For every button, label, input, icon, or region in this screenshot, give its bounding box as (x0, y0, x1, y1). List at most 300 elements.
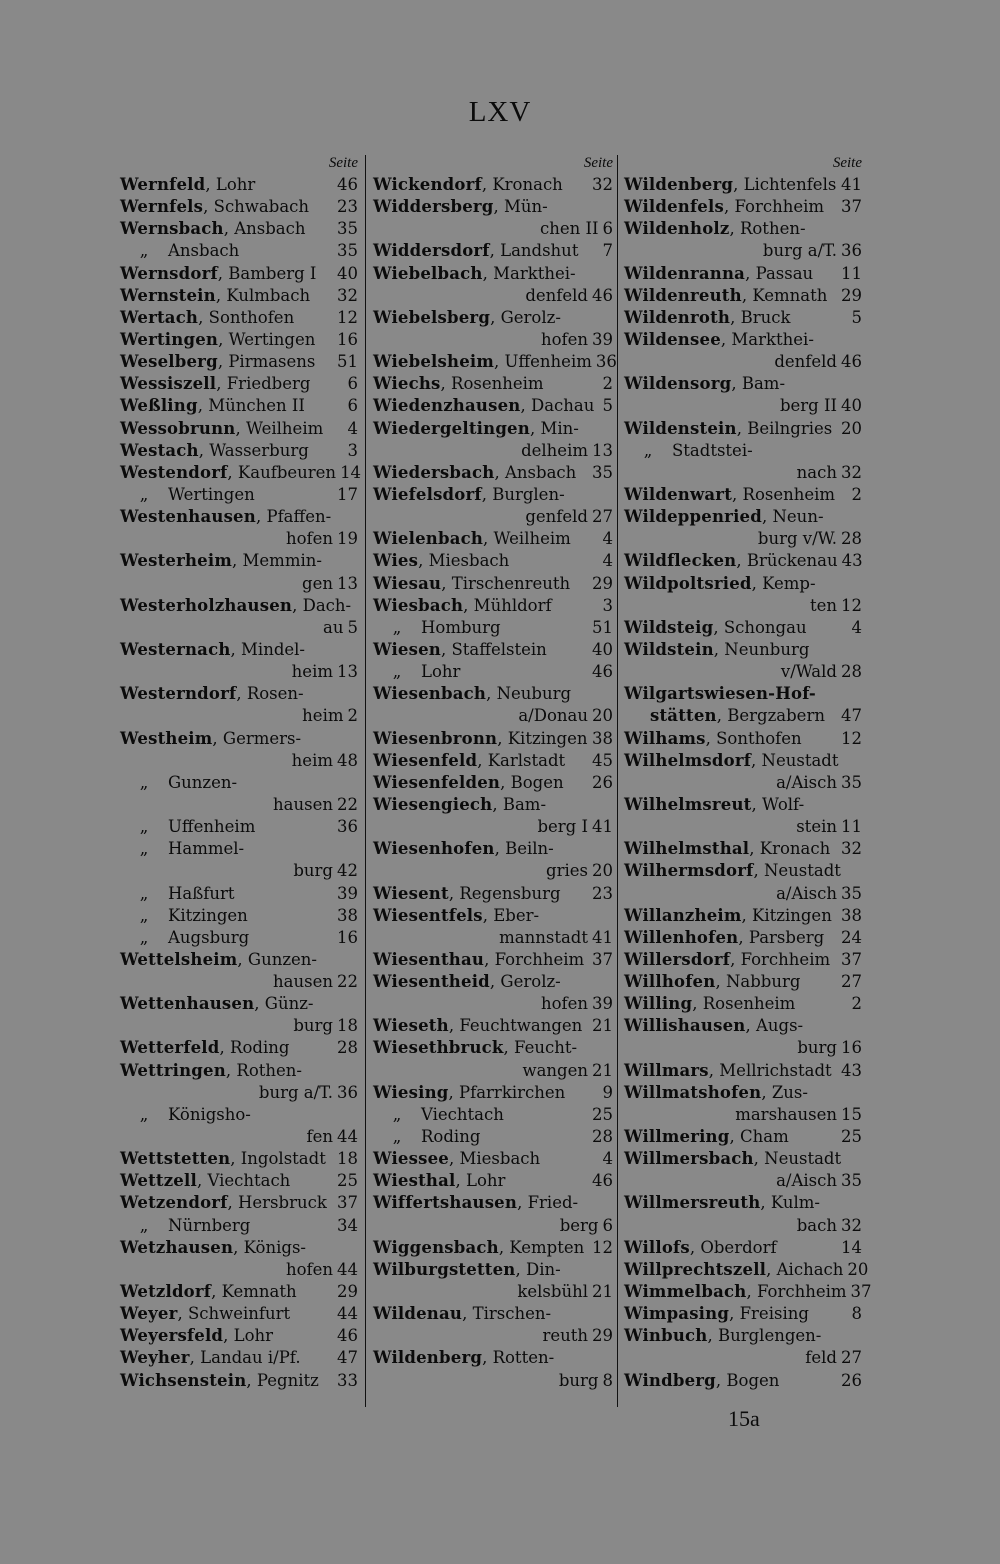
index-entry: Wiesau, Tirschenreuth 29 (373, 573, 613, 595)
district-name: Forchheim (756, 1282, 847, 1302)
page-ref: 13 (592, 440, 613, 460)
page-ref: 17 (337, 484, 358, 504)
page-ref: 12 (841, 595, 862, 615)
index-entry: Willhofen, Nabburg 27 (624, 971, 862, 993)
place-name: Wiechs (373, 374, 441, 394)
index-entry (373, 661, 613, 683)
page-ref: 22 (337, 972, 358, 992)
page-ref: 51 (592, 617, 613, 637)
index-entry (120, 750, 358, 772)
index-entry (120, 528, 358, 550)
district-name: Gunzen- (247, 949, 317, 969)
index-entry: Wettelsheim, Gunzen- (120, 949, 317, 969)
entry-continuation: hofen (540, 994, 588, 1014)
place-name: Willmersbach (624, 1149, 754, 1169)
page-ref: 37 (850, 1282, 872, 1302)
index-column-2 (373, 152, 617, 1412)
index-entry: Wildenfels, Forchheim 37 (624, 196, 862, 218)
index-entry: Westach, Wasserburg 3 (120, 440, 358, 462)
district-name: Forchheim (734, 197, 825, 217)
place-name: Wiesau (373, 573, 442, 593)
place-name: Winbuch (624, 1326, 708, 1346)
ditto-mark: „ (139, 927, 149, 947)
index-entry: Weyer, Schweinfurt 44 (120, 1303, 358, 1325)
place-name: Widdersberg (373, 197, 494, 217)
page-ref: 35 (337, 219, 358, 239)
district-name: Neunburg (724, 639, 810, 659)
page-ref: 4 (851, 617, 862, 637)
page-ref: 6 (347, 374, 358, 394)
place-name: Wildstein (624, 639, 714, 659)
index-entry: Wiesen, Staffelstein 40 (373, 639, 613, 661)
index-entry (373, 816, 613, 838)
place-name: Wiesenbach (373, 684, 487, 704)
district-name: Ansbach (505, 462, 577, 482)
district-name: Tirschenreuth (451, 573, 571, 593)
district-name: Markthei- (493, 263, 576, 283)
entry-continuation: hausen (273, 972, 333, 992)
place-name: Willprechtszell (624, 1259, 767, 1279)
place-name: Wernfels (120, 197, 204, 217)
index-entry (373, 993, 613, 1015)
district-name: Wasserburg (209, 440, 309, 460)
district-name: Passau (755, 263, 814, 283)
index-entry: Winbuch, Burglengen- (624, 1326, 822, 1346)
place-name: Wilhelmsthal (624, 839, 750, 859)
page-ref: 46 (337, 1326, 358, 1346)
entry-continuation: nach (796, 462, 837, 482)
index-entry: Wiebelbach, Markthei- (373, 263, 576, 283)
place-name: Willmatshofen (624, 1082, 762, 1102)
entry-continuation: a/Aisch (776, 1171, 837, 1191)
index-entry: Wiedersbach, Ansbach 35 (373, 462, 613, 484)
district-name: Forchheim (494, 949, 585, 969)
place-name: Westendorf (120, 462, 228, 482)
place-name: Wetzhausen (120, 1237, 234, 1257)
entry-continuation: kelsbühl (517, 1282, 588, 1302)
district-name: Ansbach (168, 241, 240, 261)
district-name: Augsburg (168, 927, 250, 947)
page-ref: 36 (595, 352, 617, 372)
district-name: Bam- (741, 374, 786, 394)
place-name: Wiesenbronn (373, 728, 498, 748)
page-ref: 33 (337, 1370, 358, 1390)
index-entry: Wettringen, Rothen- (120, 1060, 303, 1080)
place-name: Wildenreuth (624, 285, 742, 305)
index-entry (624, 1170, 862, 1192)
place-name: Wiesent (373, 883, 449, 903)
place-name: Wiedersbach (373, 462, 495, 482)
entry-continuation: marshausen (735, 1104, 837, 1124)
page-ref: 36 (337, 817, 358, 837)
ditto-mark: „ (139, 905, 149, 925)
place-name: Wiesen (373, 639, 441, 659)
district-name: Lichtenfels (743, 175, 837, 194)
place-name: Willenhofen (624, 927, 739, 947)
place-name: Wilhams (624, 728, 706, 748)
index-entry (624, 683, 862, 705)
district-name: Lohr (215, 175, 256, 194)
index-entry: Wildenberg, Lichtenfels 41 (624, 174, 862, 196)
place-name: Wessobrunn (120, 418, 236, 438)
index-entry: Wildflecken, Brückenau 43 (624, 550, 862, 572)
index-entry (373, 1126, 613, 1148)
page-ref: 45 (592, 750, 613, 770)
page-ref: 41 (841, 175, 862, 194)
district-name: Königsho- (168, 1104, 251, 1124)
district-name: Rothen- (236, 1060, 303, 1080)
page-ref: 46 (592, 1171, 613, 1191)
page-ref: 46 (841, 352, 862, 372)
page-ref: 5 (602, 396, 613, 416)
index-entry (624, 462, 862, 484)
place-name: Wetzendorf (120, 1193, 228, 1213)
index-entry (373, 285, 613, 307)
page-ref: 47 (337, 1348, 358, 1368)
index-entry: Wilhelmsreut, Wolf- (624, 794, 805, 814)
district-name: Rosenheim (451, 374, 544, 394)
index-entry (373, 218, 613, 240)
district-name: Gunzen- (168, 772, 238, 792)
index-entry: Wilburgstetten, Din- (373, 1259, 561, 1279)
place-name: Weyer (120, 1304, 178, 1324)
page-ref: 27 (592, 507, 613, 527)
district-name: Günz- (264, 994, 314, 1014)
page-ref: 28 (592, 1127, 613, 1147)
page-ref: 44 (337, 1259, 358, 1279)
index-entry: Wildensorg, Bam- (624, 374, 786, 394)
district-name: Feuchtwangen (459, 1016, 583, 1036)
page-ref: 38 (337, 905, 358, 925)
column-divider (617, 155, 618, 1407)
index-entry: Wiesentfels, Eber- (373, 905, 540, 925)
entry-continuation: mannstadt (499, 927, 588, 947)
district-name: Kitzingen (507, 728, 588, 748)
index-entry: Wildensee, Markthei- (624, 329, 814, 349)
district-name: Schwabach (213, 197, 310, 217)
index-entry: Westernach, Mindel- (120, 639, 305, 659)
ditto-mark: „ (139, 883, 149, 903)
entry-continuation: genfeld (525, 507, 588, 527)
page-number: LXV (468, 96, 532, 128)
index-entry: Wimpasing, Freising 8 (624, 1303, 862, 1325)
index-entry (624, 661, 862, 683)
place-name: Westenhausen (120, 507, 256, 527)
index-entry: Wiesenfelden, Bogen 26 (373, 772, 613, 794)
index-entry: Wildenranna, Passau 11 (624, 263, 862, 285)
page-ref: 39 (592, 329, 613, 349)
page-ref: 6 (602, 219, 613, 239)
index-entry (120, 661, 358, 683)
place-name: Willing (624, 994, 693, 1014)
page-ref: 44 (337, 1127, 358, 1147)
index-entry (373, 1060, 613, 1082)
place-name: Wildsteig (624, 617, 714, 637)
district-name: Rosenheim (702, 994, 796, 1014)
district-name: Kronach (759, 839, 831, 859)
index-entry: Wickendorf, Kronach 32 (373, 174, 613, 196)
district-name: Kitzingen (752, 905, 832, 925)
district-name: Feucht- (514, 1038, 578, 1058)
index-entry: Wiesenbach, Neuburg (373, 684, 572, 704)
district-name: Sonthofen (716, 728, 802, 748)
district-name: Bruck (740, 307, 791, 327)
page-ref: 46 (592, 662, 613, 682)
index-entry: Wies, Miesbach 4 (373, 550, 613, 572)
place-name: Willmersreuth (624, 1193, 761, 1213)
index-entry: Wielenbach, Weilheim 4 (373, 528, 613, 550)
index-entry: Wernfels, Schwabach 23 (120, 196, 358, 218)
place-name: Wertingen (120, 329, 219, 349)
index-entry (120, 927, 358, 949)
place-name: Wilgartswiesen-Hof- (624, 684, 816, 704)
page-ref: 32 (841, 839, 862, 859)
page-ref: 4 (602, 529, 613, 549)
page-ref: 14 (841, 1237, 862, 1257)
entry-continuation: heim (302, 706, 344, 726)
district-name: Regensburg (459, 883, 561, 903)
index-entry: Wernstein, Kulmbach 32 (120, 285, 358, 307)
entry-continuation: ten (809, 595, 837, 615)
district-name: Bergzabern (727, 706, 825, 726)
page-ref: 44 (337, 1304, 358, 1324)
index-entry (373, 1325, 613, 1347)
district-name: Kronach (492, 175, 563, 194)
district-name: Neuburg (496, 684, 572, 704)
ditto-mark: „ (139, 241, 149, 261)
place-name: Willmars (624, 1060, 709, 1080)
place-name: Wiesengiech (373, 794, 493, 814)
index-entry (373, 1215, 613, 1237)
page-ref: 29 (592, 573, 613, 593)
district-name: Ansbach (234, 219, 306, 239)
column-divider (365, 155, 366, 1407)
page-ref: 32 (841, 462, 862, 482)
index-entry: Willofs, Oberdorf 14 (624, 1237, 862, 1259)
index-entry: Willing, Rosenheim 2 (624, 993, 862, 1015)
index-entry: Wettenhausen, Günz- (120, 994, 314, 1014)
place-name: Wickendorf (373, 175, 482, 194)
place-name: Westheim (120, 728, 213, 748)
index-entry: Windberg, Bogen 26 (624, 1370, 862, 1392)
place-name: Willishausen (624, 1016, 746, 1036)
district-name: Augs- (755, 1016, 804, 1036)
district-name: Landshut (500, 241, 579, 261)
place-name: Wichsenstein (120, 1370, 247, 1390)
index-entry (120, 816, 358, 838)
entry-continuation: denfeld (525, 285, 588, 305)
entry-continuation: delheim (521, 440, 588, 460)
index-entry (373, 860, 613, 882)
page-ref: 6 (602, 1215, 613, 1235)
place-name: Wiesbach (373, 595, 464, 615)
district-name: Rosenheim (742, 484, 836, 504)
index-entry: Wildenberg, Rotten- (373, 1348, 555, 1368)
index-entry: Wiesbach, Mühldorf 3 (373, 595, 613, 617)
index-entry (373, 1104, 613, 1126)
page-ref: 46 (592, 285, 613, 305)
ditto-mark: „ (139, 484, 149, 504)
place-name: Westerheim (120, 551, 233, 571)
index-entry (120, 1215, 358, 1237)
entry-continuation: reuth (542, 1326, 588, 1346)
page-ref: 20 (592, 706, 613, 726)
district-name: Wertingen (168, 484, 255, 504)
page-ref: 47 (841, 706, 862, 726)
place-name: Wielenbach (373, 529, 484, 549)
index-entry: Wiebelsberg, Gerolz- (373, 307, 561, 327)
district-name: Nürnberg (168, 1215, 251, 1235)
district-name: Kemnath (752, 285, 828, 305)
district-name: Pirmasens (228, 352, 316, 372)
page-ref: 2 (347, 706, 358, 726)
page-ref: 6 (347, 396, 358, 416)
page-ref: 21 (592, 1060, 613, 1080)
entry-continuation: hofen (285, 529, 333, 549)
page-ref: 26 (841, 1370, 862, 1390)
index-entry (373, 1281, 613, 1303)
place-name: Wildensee (624, 329, 721, 349)
index-entry: Wernfeld, Lohr 46 (120, 174, 358, 196)
index-entry: Wiesing, Pfarrkirchen 9 (373, 1082, 613, 1104)
place-name: Wildenholz (624, 219, 730, 239)
page-ref: 7 (602, 241, 613, 261)
index-entry (120, 860, 358, 882)
district-name: Bogen (510, 772, 564, 792)
entry-continuation: berg II (779, 396, 837, 416)
district-name: Kaufbeuren (237, 462, 337, 482)
district-name: Forchheim (740, 949, 831, 969)
index-entry: Westheim, Germers- (120, 728, 302, 748)
index-entry: Wertach, Sonthofen 12 (120, 307, 358, 329)
index-entry (373, 440, 613, 462)
index-entry: Weyher, Landau i/Pf. 47 (120, 1347, 358, 1369)
page-ref: 13 (337, 573, 358, 593)
page-ref: 43 (841, 551, 863, 571)
district-name: Pfaffen- (266, 507, 332, 527)
index-entry (120, 240, 358, 262)
place-name: Wieseth (373, 1016, 449, 1036)
index-entry: stätten, Bergzabern 47 (624, 705, 862, 727)
ditto-mark: „ (392, 662, 402, 682)
index-entry (624, 1037, 862, 1059)
entry-continuation: heim (291, 750, 333, 770)
page-ref: 24 (841, 927, 862, 947)
index-entry: Wildpoltsried, Kemp- (624, 573, 816, 593)
page-ref: 41 (592, 927, 613, 947)
index-entry (120, 772, 358, 794)
place-name: Wildenberg (373, 1348, 483, 1368)
district-name: Schweinfurt (187, 1304, 291, 1324)
district-name: Kemnath (221, 1282, 297, 1302)
place-name: Wildenwart (624, 484, 733, 504)
page-ref: 21 (592, 1282, 613, 1302)
index-entry: Wettstetten, Ingolstadt 18 (120, 1148, 358, 1170)
place-name: Wildenranna (624, 263, 746, 283)
place-name: Wilhelmsreut (624, 794, 752, 814)
index-entry: Wernsbach, Ansbach 35 (120, 218, 358, 240)
index-entry: Wiedenzhausen, Dachau 5 (373, 395, 613, 417)
district-name: Zus- (771, 1082, 808, 1102)
place-name: Willersdorf (624, 949, 731, 969)
index-entry (624, 595, 862, 617)
entry-continuation: burg v/W. (757, 529, 837, 549)
page-ref: 18 (337, 1016, 358, 1036)
entry-continuation: hausen (273, 794, 333, 814)
ditto-mark: „ (392, 1127, 402, 1147)
index-entry: Wiechs, Rosenheim 2 (373, 373, 613, 395)
entry-continuation: feld (805, 1348, 837, 1368)
page-ref: 35 (592, 462, 613, 482)
district-name: Haßfurt (168, 883, 235, 903)
index-entry: Weyersfeld, Lohr 46 (120, 1325, 358, 1347)
place-name: Wiesenthau (373, 949, 485, 969)
index-entry (120, 617, 358, 639)
page-ref: 20 (592, 861, 613, 881)
page-ref: 20 (841, 418, 862, 438)
page-ref: 41 (592, 817, 613, 837)
district-name: Lohr (465, 1171, 506, 1191)
index-entry: Wiesentheid, Gerolz- (373, 972, 561, 992)
page-ref: 5 (851, 307, 862, 327)
page-ref: 15 (841, 1104, 862, 1124)
district-name: Uffenheim (504, 352, 592, 372)
district-name: Stadtstei- (672, 440, 753, 460)
index-entry: Westerheim, Memmin- (120, 551, 322, 571)
index-entry: Westerndorf, Rosen- (120, 684, 304, 704)
index-entry (624, 883, 862, 905)
page-ref: 29 (592, 1326, 613, 1346)
place-name: Widdersdorf (373, 241, 490, 261)
index-entry: Willersdorf, Forchheim 37 (624, 949, 862, 971)
page-ref: 12 (337, 307, 358, 327)
district-name: Kulmbach (226, 285, 311, 305)
index-entry: Weselberg, Pirmasens 51 (120, 351, 358, 373)
district-name: Oberdorf (700, 1237, 777, 1257)
page-ref: 32 (592, 175, 613, 194)
district-name: Mindel- (241, 639, 305, 659)
index-entry: Wetterfeld, Roding 28 (120, 1037, 358, 1059)
index-entry: Widdersdorf, Landshut 7 (373, 240, 613, 262)
index-entry (624, 772, 862, 794)
index-entry: Wiesethbruck, Feucht- (373, 1038, 578, 1058)
page-ref: 32 (841, 1215, 862, 1235)
index-entry: Wetzldorf, Kemnath 29 (120, 1281, 358, 1303)
index-entry: Wildeppenried, Neun- (624, 507, 824, 527)
district-name: Roding (421, 1127, 481, 1147)
district-name: Viechtach (421, 1104, 504, 1124)
index-entry (624, 395, 862, 417)
page-ref: 36 (337, 1082, 358, 1102)
index-entry: Wildenreuth, Kemnath 29 (624, 285, 862, 307)
page-ref: 21 (592, 1016, 613, 1036)
page-ref: 4 (602, 551, 613, 571)
district-name: Aichach (776, 1259, 844, 1279)
place-name: Wettringen (120, 1060, 226, 1080)
place-name: Wettenhausen (120, 994, 255, 1014)
index-entry (120, 1015, 358, 1037)
index-entry (373, 1370, 613, 1392)
page-ref: 23 (592, 883, 613, 903)
district-name: München II (208, 396, 305, 416)
page-ref: 46 (337, 175, 358, 194)
page-ref: 16 (337, 927, 358, 947)
page-ref: 51 (337, 352, 358, 372)
page-ref: 25 (592, 1104, 613, 1124)
district-name: Neun- (772, 507, 824, 527)
page-ref: 20 (847, 1259, 869, 1279)
index-entry (120, 573, 358, 595)
